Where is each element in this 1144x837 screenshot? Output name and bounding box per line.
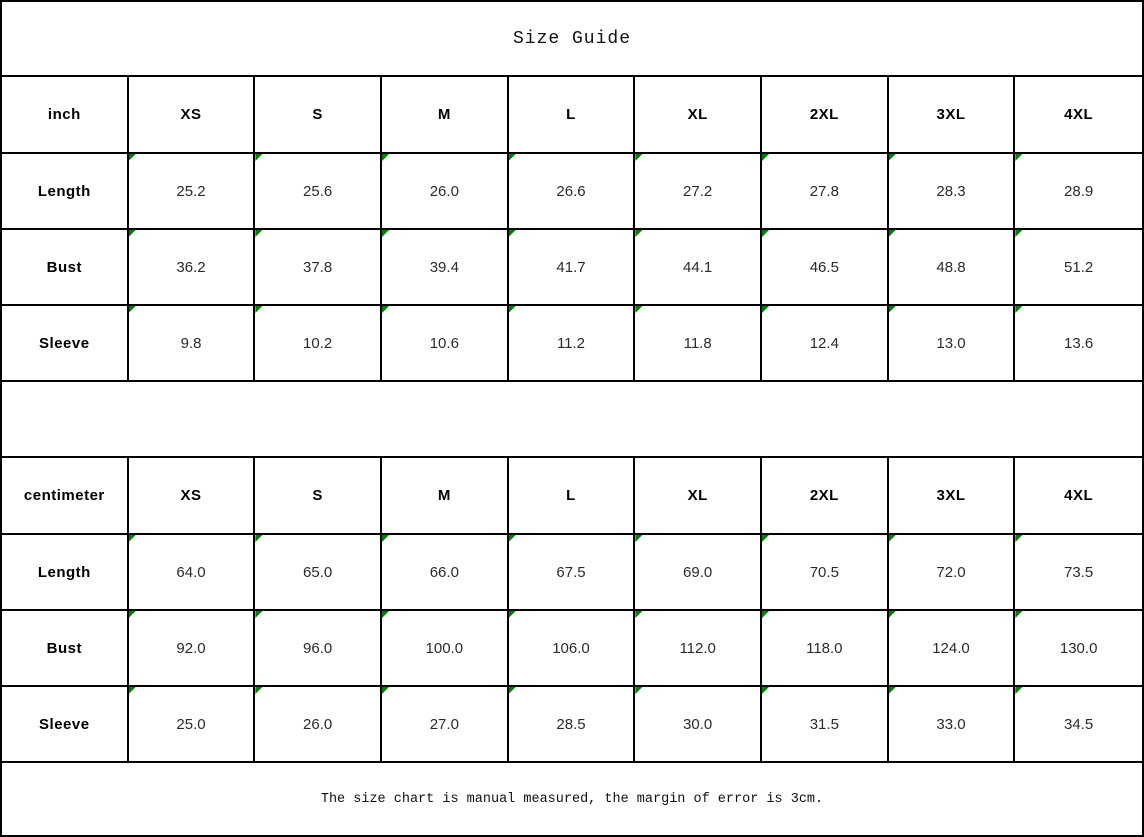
cell-flag-triangle-icon bbox=[255, 230, 262, 237]
cell-flag-triangle-icon bbox=[129, 154, 136, 161]
measurement-value-cell-text: 27.0 bbox=[429, 715, 459, 733]
measurement-value-cell bbox=[889, 611, 1016, 685]
measurement-value-cell-text: 130.0 bbox=[1059, 639, 1098, 657]
measurement-value-cell bbox=[382, 687, 509, 761]
cell-flag-triangle-icon bbox=[509, 611, 516, 618]
measurement-label bbox=[2, 306, 129, 380]
measurement-label-text: Length bbox=[37, 563, 91, 581]
cell-flag-triangle-icon bbox=[889, 535, 896, 542]
measurement-value-cell-text: 10.2 bbox=[303, 334, 333, 352]
measurement-value-cell-text: 44.1 bbox=[683, 258, 713, 276]
measurement-label bbox=[2, 535, 129, 609]
cell-flag-triangle-icon bbox=[255, 687, 262, 694]
size-column-header-text: L bbox=[566, 106, 576, 123]
measurement-row bbox=[2, 230, 1142, 306]
measurement-value-cell-text: 28.3 bbox=[936, 182, 966, 200]
cell-flag-triangle-icon bbox=[889, 611, 896, 618]
measurement-value-cell-text: 27.8 bbox=[809, 182, 839, 200]
cell-flag-triangle-icon bbox=[889, 687, 896, 694]
measurement-value-cell-text: 73.5 bbox=[1064, 563, 1094, 581]
measurement-value-cell-text: 118.0 bbox=[806, 639, 843, 657]
measurement-value-cell-text: 25.6 bbox=[303, 182, 333, 200]
cell-flag-triangle-icon bbox=[635, 230, 642, 237]
measurement-value-cell bbox=[255, 154, 382, 228]
measurement-value-cell-text: 41.7 bbox=[556, 258, 586, 276]
measurement-value-cell bbox=[1015, 306, 1142, 380]
size-table-centimeter bbox=[2, 458, 1142, 763]
cell-flag-triangle-icon bbox=[129, 230, 136, 237]
measurement-value-cell-text: 66.0 bbox=[429, 563, 459, 581]
size-column-header bbox=[889, 77, 1016, 152]
measurement-value-cell bbox=[129, 230, 256, 304]
size-column-header bbox=[129, 458, 256, 533]
measurement-value-cell bbox=[1015, 154, 1142, 228]
cell-flag-triangle-icon bbox=[889, 154, 896, 161]
measurement-value-cell-text: 25.0 bbox=[176, 715, 206, 733]
measurement-value-cell bbox=[255, 535, 382, 609]
measurement-value-cell-text: 12.4 bbox=[809, 334, 839, 352]
measurement-value-cell-text: 112.0 bbox=[679, 639, 716, 657]
measurement-value-cell bbox=[509, 230, 636, 304]
size-column-header bbox=[762, 458, 889, 533]
measurement-value-cell bbox=[762, 611, 889, 685]
measurement-value-cell-text: 67.5 bbox=[556, 563, 586, 581]
size-column-header bbox=[762, 77, 889, 152]
measurement-value-cell-text: 69.0 bbox=[683, 563, 713, 581]
measurement-value-cell-text: 64.0 bbox=[176, 563, 206, 581]
measurement-value-cell-text: 25.2 bbox=[176, 182, 206, 200]
cell-flag-triangle-icon bbox=[1015, 687, 1022, 694]
size-column-header-text: 4XL bbox=[1064, 487, 1094, 504]
cell-flag-triangle-icon bbox=[635, 535, 642, 542]
cell-flag-triangle-icon bbox=[509, 154, 516, 161]
measurement-row bbox=[2, 687, 1142, 763]
size-header-row bbox=[2, 458, 1142, 535]
measurement-row bbox=[2, 535, 1142, 611]
cell-flag-triangle-icon bbox=[509, 687, 516, 694]
measurement-value-cell bbox=[762, 687, 889, 761]
cell-flag-triangle-icon bbox=[635, 687, 642, 694]
measurement-value-cell bbox=[382, 230, 509, 304]
cell-flag-triangle-icon bbox=[509, 230, 516, 237]
measurement-value-cell bbox=[509, 535, 636, 609]
measurement-value-cell-text: 28.9 bbox=[1064, 182, 1094, 200]
cell-flag-triangle-icon bbox=[382, 535, 389, 542]
measurement-value-cell-text: 70.5 bbox=[809, 563, 839, 581]
measurement-value-cell bbox=[1015, 611, 1142, 685]
measurement-value-cell-text: 72.0 bbox=[936, 563, 966, 581]
size-header-row bbox=[2, 77, 1142, 154]
measurement-value-cell-text: 106.0 bbox=[552, 639, 590, 657]
size-column-header-text: M bbox=[437, 106, 451, 123]
cell-flag-triangle-icon bbox=[762, 535, 769, 542]
size-column-header bbox=[889, 458, 1016, 533]
measurement-value-cell-text: 51.2 bbox=[1064, 258, 1094, 276]
size-column-header bbox=[509, 77, 636, 152]
cell-flag-triangle-icon bbox=[635, 154, 642, 161]
measurement-value-cell bbox=[382, 611, 509, 685]
size-column-header bbox=[129, 77, 256, 152]
measurement-value-cell-text: 92.0 bbox=[176, 639, 206, 657]
cell-flag-triangle-icon bbox=[255, 154, 262, 161]
measurement-value-cell bbox=[509, 687, 636, 761]
measurement-value-cell-text: 11.8 bbox=[683, 334, 712, 352]
cell-flag-triangle-icon bbox=[889, 306, 896, 313]
size-column-header-text: L bbox=[566, 487, 576, 504]
measurement-value-cell bbox=[889, 535, 1016, 609]
measurement-value-cell-text: 27.2 bbox=[683, 182, 713, 200]
measurement-value-cell bbox=[762, 230, 889, 304]
measurement-value-cell-text: 13.6 bbox=[1064, 334, 1094, 352]
cell-flag-triangle-icon bbox=[129, 535, 136, 542]
measurement-value-cell bbox=[889, 306, 1016, 380]
measurement-row bbox=[2, 154, 1142, 230]
measurement-value-cell bbox=[255, 687, 382, 761]
measurement-value-cell-text: 26.0 bbox=[429, 182, 459, 200]
measurement-value-cell-text: 26.6 bbox=[556, 182, 586, 200]
size-table-inch bbox=[2, 77, 1142, 382]
measurement-label bbox=[2, 154, 129, 228]
cell-flag-triangle-icon bbox=[1015, 154, 1022, 161]
measurement-value-cell bbox=[1015, 230, 1142, 304]
measurement-value-cell bbox=[382, 306, 509, 380]
measurement-value-cell bbox=[889, 230, 1016, 304]
measurement-value-cell bbox=[509, 611, 636, 685]
cell-flag-triangle-icon bbox=[1015, 306, 1022, 313]
size-column-header bbox=[255, 77, 382, 152]
size-column-header bbox=[635, 77, 762, 152]
size-column-header-text: 2XL bbox=[809, 487, 839, 504]
measurement-label-text: Sleeve bbox=[39, 334, 90, 352]
measurement-value-cell bbox=[635, 687, 762, 761]
measurement-value-cell bbox=[889, 154, 1016, 228]
size-column-header-text: XS bbox=[180, 106, 202, 123]
size-column-header bbox=[1015, 77, 1142, 152]
measurement-row bbox=[2, 611, 1142, 687]
cell-flag-triangle-icon bbox=[382, 306, 389, 313]
cell-flag-triangle-icon bbox=[382, 611, 389, 618]
measurement-value-cell bbox=[255, 230, 382, 304]
measurement-label bbox=[2, 230, 129, 304]
measurement-value-cell bbox=[762, 154, 889, 228]
cell-flag-triangle-icon bbox=[762, 154, 769, 161]
measurement-value-cell bbox=[635, 306, 762, 380]
cell-flag-triangle-icon bbox=[762, 306, 769, 313]
cell-flag-triangle-icon bbox=[129, 687, 136, 694]
measurement-label bbox=[2, 611, 129, 685]
cell-flag-triangle-icon bbox=[889, 230, 896, 237]
page-title: Size Guide bbox=[512, 28, 632, 49]
measurement-disclaimer bbox=[2, 763, 1142, 835]
measurement-value-cell-text: 26.0 bbox=[303, 715, 333, 733]
size-column-header bbox=[635, 458, 762, 533]
size-column-header bbox=[382, 77, 509, 152]
table-separator bbox=[2, 382, 1142, 458]
measurement-value-cell bbox=[129, 306, 256, 380]
size-column-header-text: M bbox=[437, 487, 451, 504]
cell-flag-triangle-icon bbox=[635, 306, 642, 313]
measurement-value-cell bbox=[762, 535, 889, 609]
measurement-value-cell-text: 124.0 bbox=[932, 639, 970, 657]
size-column-header bbox=[1015, 458, 1142, 533]
cell-flag-triangle-icon bbox=[382, 687, 389, 694]
size-column-header bbox=[255, 458, 382, 533]
measurement-value-cell-text: 65.0 bbox=[303, 563, 333, 581]
size-column-header-text: 3XL bbox=[936, 106, 966, 123]
size-column-header-text: 3XL bbox=[936, 487, 966, 504]
measurement-label-text: Bust bbox=[46, 258, 82, 276]
measurement-value-cell bbox=[129, 687, 256, 761]
disclaimer-text: The size chart is manual measured, the margin of error is 3cm. bbox=[320, 791, 824, 807]
measurement-value-cell bbox=[762, 306, 889, 380]
measurement-value-cell bbox=[255, 306, 382, 380]
measurement-value-cell bbox=[255, 611, 382, 685]
measurement-value-cell-text: 36.2 bbox=[176, 258, 206, 276]
measurement-value-cell bbox=[509, 154, 636, 228]
measurement-value-cell-text: 30.0 bbox=[683, 715, 713, 733]
unit-label bbox=[2, 77, 129, 152]
measurement-value-cell-text: 37.8 bbox=[303, 258, 333, 276]
size-column-header-text: XL bbox=[687, 106, 708, 123]
size-column-header-text: XL bbox=[687, 487, 708, 504]
unit-label bbox=[2, 458, 129, 533]
cell-flag-triangle-icon bbox=[382, 230, 389, 237]
size-column-header-text: 2XL bbox=[809, 106, 839, 123]
measurement-value-cell-text: 48.8 bbox=[936, 258, 966, 276]
size-column-header-text: XS bbox=[180, 487, 202, 504]
measurement-value-cell-text: 10.6 bbox=[429, 334, 459, 352]
size-column-header bbox=[509, 458, 636, 533]
cell-flag-triangle-icon bbox=[129, 306, 136, 313]
measurement-value-cell bbox=[1015, 687, 1142, 761]
cell-flag-triangle-icon bbox=[382, 154, 389, 161]
measurement-value-cell-text: 46.5 bbox=[809, 258, 839, 276]
unit-label-text: inch bbox=[47, 106, 81, 123]
cell-flag-triangle-icon bbox=[509, 535, 516, 542]
cell-flag-triangle-icon bbox=[509, 306, 516, 313]
measurement-value-cell bbox=[635, 611, 762, 685]
measurement-value-cell bbox=[889, 687, 1016, 761]
measurement-label-text: Length bbox=[37, 182, 91, 200]
measurement-value-cell-text: 9.8 bbox=[180, 334, 202, 352]
measurement-value-cell-text: 28.5 bbox=[556, 715, 586, 733]
measurement-value-cell-text: 39.4 bbox=[429, 258, 459, 276]
size-guide-title bbox=[2, 2, 1142, 77]
measurement-label bbox=[2, 687, 129, 761]
measurement-value-cell-text: 31.5 bbox=[809, 715, 839, 733]
cell-flag-triangle-icon bbox=[635, 611, 642, 618]
measurement-value-cell bbox=[382, 154, 509, 228]
cell-flag-triangle-icon bbox=[1015, 535, 1022, 542]
measurement-value-cell bbox=[382, 535, 509, 609]
measurement-value-cell bbox=[635, 535, 762, 609]
cell-flag-triangle-icon bbox=[762, 611, 769, 618]
cell-flag-triangle-icon bbox=[1015, 611, 1022, 618]
measurement-value-cell bbox=[635, 230, 762, 304]
cell-flag-triangle-icon bbox=[762, 687, 769, 694]
cell-flag-triangle-icon bbox=[129, 611, 136, 618]
measurement-value-cell bbox=[635, 154, 762, 228]
measurement-row bbox=[2, 306, 1142, 382]
measurement-value-cell bbox=[129, 154, 256, 228]
unit-label-text: centimeter bbox=[23, 487, 105, 504]
measurement-value-cell-text: 96.0 bbox=[303, 639, 333, 657]
size-column-header-text: S bbox=[312, 487, 323, 504]
measurement-value-cell bbox=[129, 611, 256, 685]
cell-flag-triangle-icon bbox=[1015, 230, 1022, 237]
measurement-value-cell-text: 100.0 bbox=[425, 639, 464, 657]
measurement-value-cell bbox=[1015, 535, 1142, 609]
size-column-header-text: 4XL bbox=[1064, 106, 1094, 123]
measurement-value-cell-text: 34.5 bbox=[1064, 715, 1094, 733]
cell-flag-triangle-icon bbox=[255, 306, 262, 313]
size-column-header-text: S bbox=[312, 106, 323, 123]
measurement-label-text: Sleeve bbox=[39, 715, 90, 733]
measurement-label-text: Bust bbox=[46, 639, 82, 657]
measurement-value-cell-text: 11.2 bbox=[556, 334, 586, 352]
size-column-header bbox=[382, 458, 509, 533]
measurement-value-cell-text: 33.0 bbox=[936, 715, 966, 733]
measurement-value-cell bbox=[509, 306, 636, 380]
measurement-value-cell-text: 13.0 bbox=[936, 334, 966, 352]
measurement-value-cell bbox=[129, 535, 256, 609]
cell-flag-triangle-icon bbox=[762, 230, 769, 237]
cell-flag-triangle-icon bbox=[255, 611, 262, 618]
cell-flag-triangle-icon bbox=[255, 535, 262, 542]
